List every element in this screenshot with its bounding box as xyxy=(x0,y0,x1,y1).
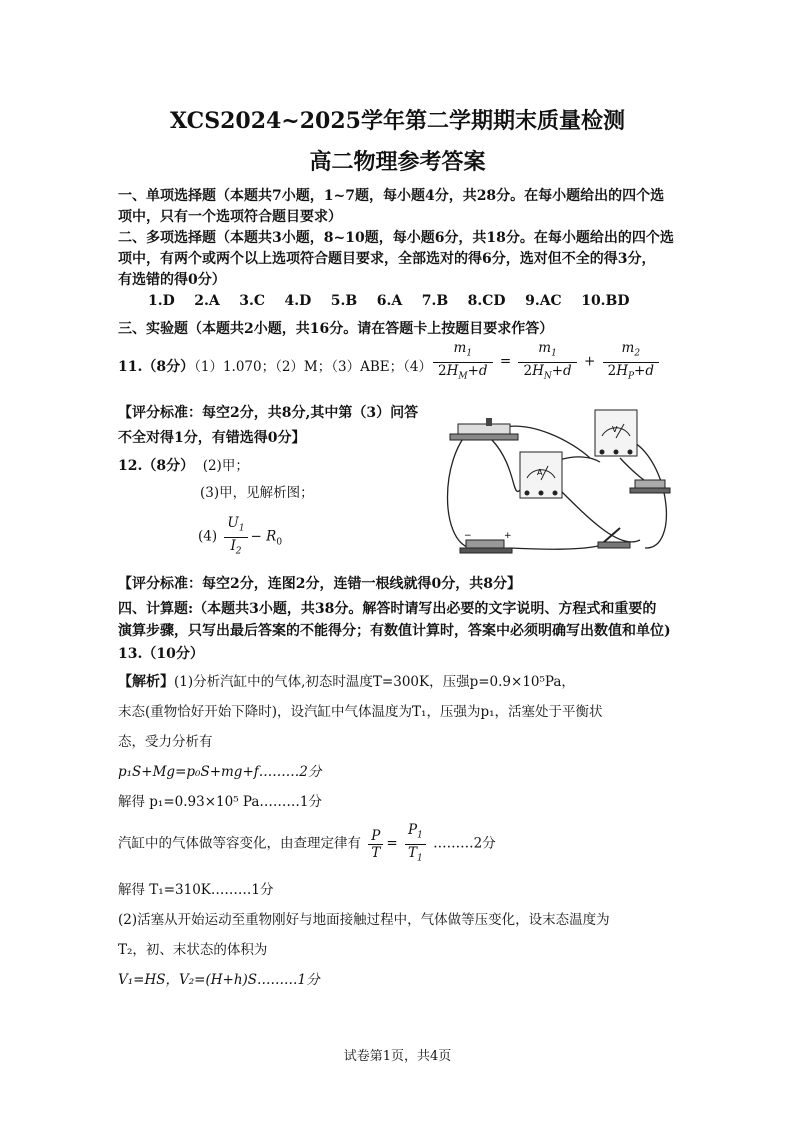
voltmeter-icon xyxy=(595,410,637,456)
section2-line1: 二、多项选择题（本题共3小题，8~10题，每小题6分，共18分。在每小题给出的四个选 xyxy=(118,230,674,246)
section1-line1: 一、单项选择题（本题共7小题，1~7题，每小题4分，共28分。在每小题给出的四个选 xyxy=(118,188,665,204)
q13-line-5: (2)活塞从开始运动至重物刚好与地面接触过程中，气体做等压变化，设末态温度为 xyxy=(118,912,610,928)
switch-icon xyxy=(598,528,630,548)
q11-text: （1）1.070；（2）M；（3）ABE；（4） xyxy=(194,359,432,375)
answer-2: 2.A xyxy=(194,293,220,309)
answer-8: 8.CD xyxy=(467,293,506,309)
q12-line xyxy=(118,454,249,475)
q13-jiexi: 【解析】 xyxy=(118,674,174,690)
answer-5: 5.B xyxy=(330,293,358,309)
q12-answer-2: (2)甲； xyxy=(202,458,249,474)
section1-line2: 项中，只有一个选项符合题目要求） xyxy=(118,209,342,225)
q11-scoring-1: 【评分标准：每空2分，共8分,其中第（3）问答 xyxy=(118,405,419,421)
answer-9: 9.AC xyxy=(525,293,562,309)
page-subtitle: 高二物理参考答案 xyxy=(309,149,486,175)
resistor-icon xyxy=(630,480,670,493)
answer-1: 1.D xyxy=(148,293,175,309)
answer-list xyxy=(148,293,630,309)
q13-line-1 xyxy=(118,670,575,691)
q11-scoring-2: 不全对得1分，有错选得0分】 xyxy=(118,430,306,446)
battery-icon xyxy=(460,531,512,553)
q13-line-1-text: (1)分析汽缸中的气体,初态时温度T=300K，压强p=0.9×10⁵Pa， xyxy=(174,674,575,690)
circuit-diagram xyxy=(430,400,690,560)
q13-line-6: T₂，初、末状态的体积为 xyxy=(118,942,268,958)
answer-7: 7.B xyxy=(421,293,449,309)
section3-heading: 三、实验题（本题共2小题，共16分。请在答题卡上按题目要求作答） xyxy=(118,321,554,337)
q13-line-3: 态，受力分析有 xyxy=(118,734,213,750)
q13-eq-3: 汽缸中的气体做等容变化，由查理定律有 $\frac{P}{T}$ = $\frac{P_1}{T_1}$ ………2分 xyxy=(118,822,496,864)
q13-eq-3-score: ………2分 xyxy=(433,835,496,852)
q13-eq-1: p₁S+Mg=p₀S+mg+f………2分 xyxy=(118,764,322,780)
q11-answer xyxy=(118,355,432,376)
section2-line2: 项中，有两个或两个以上选项符合题目要求，全部选对的得6分，选对但不全的得3分， xyxy=(118,251,656,267)
q13-line-2: 末态(重物恰好开始下降时)，设汽缸中气体温度为T₁，压强为p₁，活塞处于平衡状 xyxy=(118,704,603,720)
ammeter-icon xyxy=(520,452,562,498)
q11-label: 11.（8分） xyxy=(118,359,195,375)
q12-scoring: 【评分标准：每空2分，连图2分，连错一根线就得0分，共8分】 xyxy=(118,576,521,592)
q12-answer-3: (3)甲，见解析图； xyxy=(200,485,314,501)
rheostat-icon xyxy=(450,418,518,440)
answer-10: 10.BD xyxy=(581,293,630,309)
svg-text:+: + xyxy=(504,531,512,541)
q11-formula: $\frac{m_1}{2H_M+d}$ = $\frac{m_1}{2H_N+d}$ + $\frac{m_2}{2H_P+d}$ xyxy=(430,340,662,384)
section4-line2: 演算步骤，只写出最后答案的不能得分；有数值计算时，答案中必须明确写出数值和单位) xyxy=(118,623,671,639)
q13-eq-2: 解得 p₁=0.93×10⁵ Pa………1分 xyxy=(118,794,323,810)
q12-label: 12.（8分） xyxy=(118,458,195,474)
page-title: XCS2024~2025学年第二学期期末质量检测 xyxy=(170,108,625,134)
svg-text:A: A xyxy=(537,468,543,477)
q12-answer-4: (4) $\frac{U_1}{I_2}$ − $R_0$ xyxy=(198,515,283,557)
answer-3: 3.C xyxy=(239,293,266,309)
svg-text:V: V xyxy=(612,425,618,434)
page-footer: 试卷第1页，共4页 xyxy=(343,1049,452,1064)
q13-label: 13.（10分） xyxy=(118,646,204,662)
section2-line3: 有选错的得0分） xyxy=(118,272,226,288)
q13-eq-4: 解得 T₁=310K………1分 xyxy=(118,882,274,898)
section4-line1: 四、计算题:（本题共3小题，共38分。解答时请写出必要的文字说明、方程式和重要的 xyxy=(118,601,657,617)
q13-eq-3-text: 汽缸中的气体做等容变化，由查理定律有 xyxy=(118,835,361,852)
q13-eq-5: V₁=HS，V₂=(H+h)S………1分 xyxy=(118,972,320,988)
svg-text:−: − xyxy=(464,531,472,541)
q12-answer-4-label: (4) xyxy=(198,528,218,545)
answer-6: 6.A xyxy=(376,293,403,309)
answer-4: 4.D xyxy=(284,293,312,309)
